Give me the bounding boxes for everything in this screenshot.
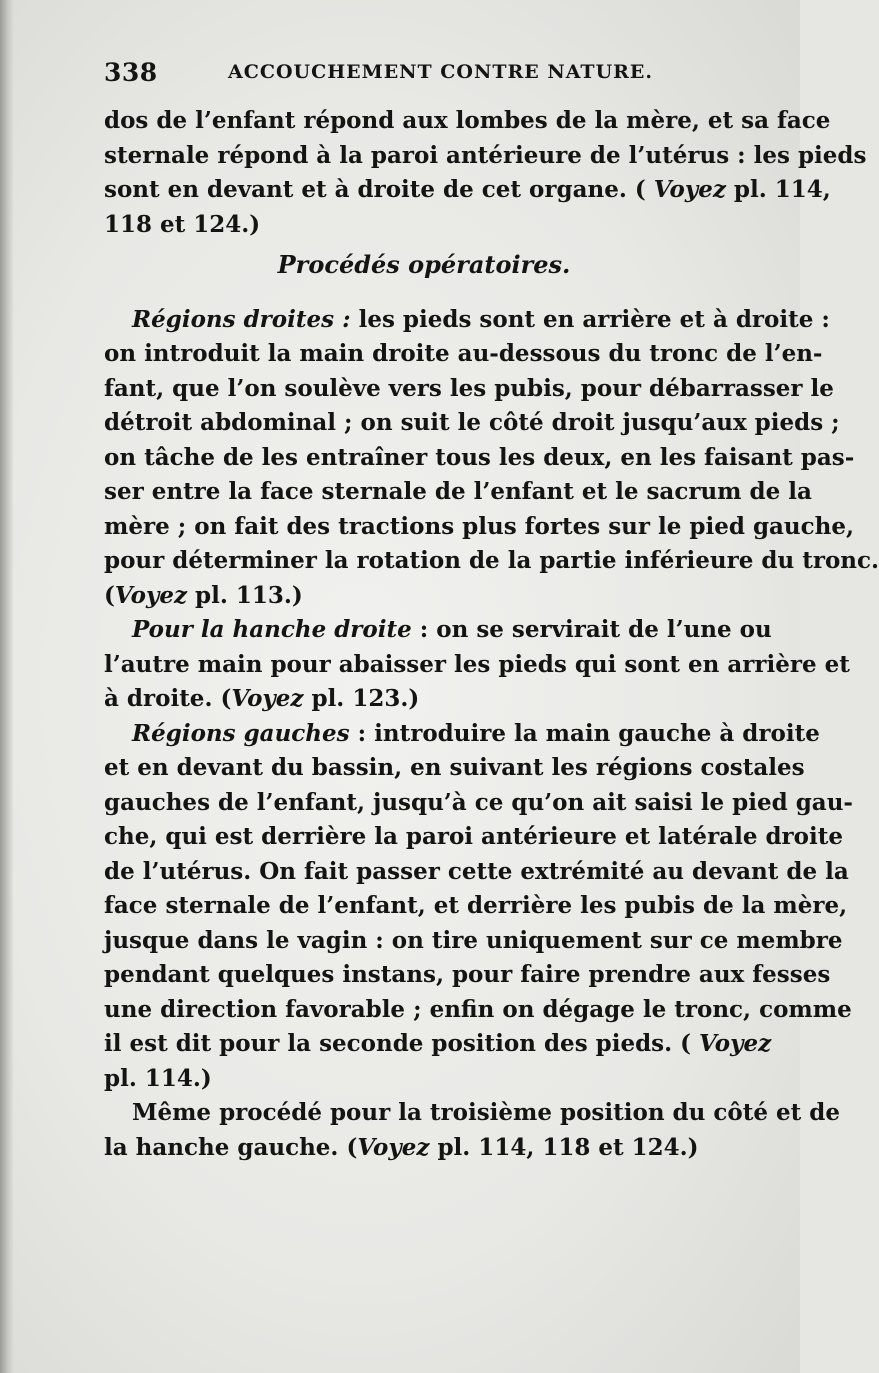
paragraph: [104, 104, 867, 242]
text-line: Même procédé pour la troisième position du côté et de: [132, 1099, 840, 1126]
text-line: [104, 717, 820, 752]
text-span: pl. 114, 118 et 124.): [429, 1133, 699, 1161]
text-line: 118 et 124.): [104, 210, 261, 238]
page-number: 338: [104, 58, 158, 87]
text-line: [104, 613, 772, 648]
text-span: : on se servirait de l’une ou: [411, 616, 772, 643]
text-line: che, qui est derrière la paroi antérieure et latérale droite: [104, 823, 843, 850]
paragraph: [104, 1096, 840, 1165]
text-line: on tâche de les entraîner tous les deux, en les faisant pas-: [104, 443, 855, 471]
text-span: à droite. (: [104, 685, 232, 712]
text-span: pl. 113.): [187, 581, 303, 609]
text-line: de l’utérus. On fait passer cette extrémité au devant de la: [104, 857, 849, 885]
text-span: les pieds sont en arrière et à droite :: [350, 305, 830, 333]
text-line: pl. 114.): [104, 1064, 212, 1092]
reference-voyez: Voyez: [231, 685, 304, 712]
running-title: ACCOUCHEMENT CONTRE NATURE.: [228, 61, 654, 83]
reference-voyez: Voyez: [699, 1030, 772, 1057]
region-label: Régions gauches: [132, 719, 350, 747]
section-heading: Procédés opératoires.: [277, 250, 571, 279]
text-line: [104, 579, 744, 614]
text-line: [104, 1027, 772, 1062]
region-label: Régions droites :: [132, 305, 351, 333]
text-line: détroit abdominal ; on suit le côté droit jusqu’aux pieds ;: [104, 409, 840, 436]
text-span: il est dit pour la seconde position des pieds. (: [104, 1030, 700, 1057]
text-line: pour déterminer la rotation de la partie inférieure du tronc.: [104, 547, 879, 574]
paragraph: [104, 717, 853, 1097]
text-line: gauches de l’enfant, jusqu’à ce qu’on ait saisi le pied gau-: [104, 788, 853, 816]
text-line: et en devant du bassin, en suivant les régions costales: [104, 754, 805, 781]
body-text: [104, 104, 879, 1165]
reference-voyez: Voyez: [653, 176, 726, 203]
text-span: sont en devant et à droite de cet organe. (: [104, 176, 654, 203]
paragraph: [104, 303, 879, 614]
text-line: [104, 682, 744, 717]
spacer: [104, 283, 744, 303]
text-line: sternale répond à la paroi antérieure de l’utérus : les pieds: [104, 141, 867, 169]
text-line: ser entre la face sternale de l’enfant et le sacrum de la: [104, 478, 812, 505]
page-header: [104, 58, 744, 94]
text-line: jusque dans le vagin : on tire uniquement sur ce membre: [104, 926, 843, 954]
text-line: dos de l’enfant répond aux lombes de la mère, et sa face: [104, 107, 831, 134]
reference-voyez: Voyez: [357, 1133, 430, 1161]
text-line: pendant quelques instans, pour faire prendre aux fesses: [104, 961, 831, 988]
text-line: une direction favorable ; enfin on dégage le tronc, comme: [104, 995, 852, 1023]
region-label: Pour la hanche droite: [132, 616, 412, 643]
text-line: on introduit la main droite au-dessous du tronc de l’en-: [104, 340, 823, 367]
text-line: [104, 1131, 744, 1166]
text-span: (: [104, 581, 115, 609]
reference-voyez: Voyez: [114, 581, 188, 609]
text-line: mère ; on fait des tractions plus fortes sur le pied gauche,: [104, 512, 855, 540]
page-gutter-shadow: [0, 0, 14, 1373]
text-line: face sternale de l’enfant, et derrière les pubis de la mère,: [104, 892, 848, 919]
text-line: [104, 173, 831, 208]
text-span: : introduire la main gauche à droite: [349, 719, 820, 747]
text-line: fant, que l’on soulève vers les pubis, pour débarrasser le: [104, 374, 834, 402]
paragraph: [104, 613, 850, 717]
text-line: l’autre main pour abaisser les pieds qui sont en arrière et: [104, 650, 850, 678]
text-span: la hanche gauche. (: [104, 1133, 358, 1161]
text-line: [104, 303, 830, 338]
text-span: pl. 123.): [303, 685, 420, 712]
text-span: pl. 114,: [725, 176, 831, 203]
